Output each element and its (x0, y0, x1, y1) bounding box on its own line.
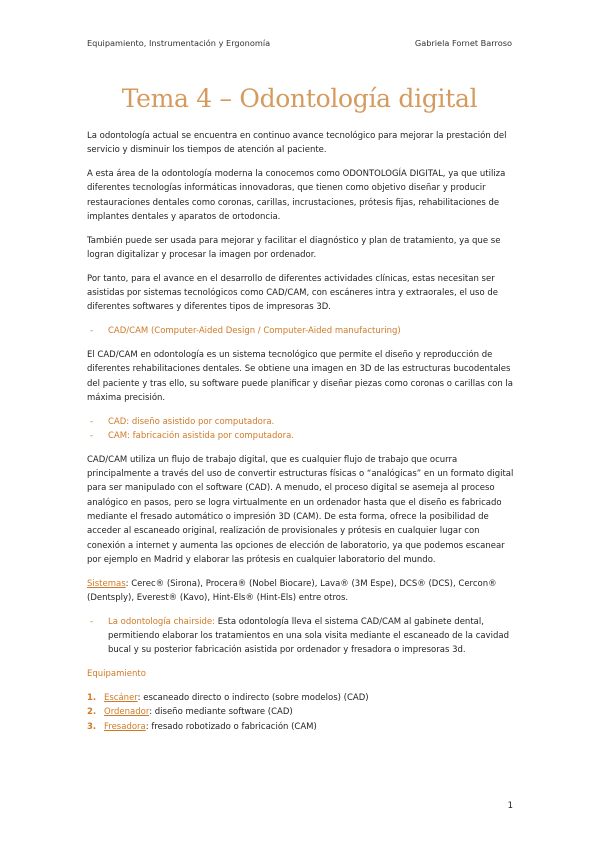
equipment-desc: : diseño mediante software (CAD) (149, 707, 293, 718)
equipment-number: 3. (87, 721, 97, 732)
bullet-cadcam-text: CAD/CAM (Computer-Aided Design / Computer-Aided manufacturing) (108, 326, 401, 337)
bullet-marker: - (90, 326, 94, 337)
paragraph-intro: La odontología actual se encuentra en continuo avance tecnológico para mejorar la prestación del servicio y disminuir los tiempos de atención al paciente. (87, 131, 507, 156)
paragraph-systems-overview: Por tanto, para el avance en el desarrollo de diferentes actividades clínicas, estas necesitan ser asistidas por sistemas tecnológicos como CAD/CAM, con escáneres intra y extraorales, el uso de diferentes softwares y diferentes tipos de impresoras 3D. (87, 273, 499, 313)
bullet-chairside-text (108, 615, 519, 658)
equipment-heading: Equipamiento (87, 669, 146, 680)
chairside-label: La odontología chairside: (108, 616, 215, 627)
equipment-desc: : fresado robotizado o fabricación (CAM) (145, 721, 317, 732)
document-body (87, 129, 519, 734)
equipment-text (104, 705, 293, 719)
bullet-cam (87, 429, 519, 443)
equipment-text (104, 691, 369, 705)
systems-label: Sistemas (87, 578, 126, 589)
bullet-cadcam (87, 324, 519, 338)
chairside-description: Esta odontología lleva el sistema CAD/CAM al gabinete dental, permitiendo elaborar los tratamientos en una sola visita mediante el escaneado de la cavidad bucal y su posterior fabricación asistida por ordenador y fresadora o impresoras 3d. (108, 616, 509, 656)
bullet-cad-text: CAD: diseño asistido por computadora. (108, 416, 275, 427)
bullet-chairside (87, 615, 519, 658)
header-course: Equipamiento, Instrumentación y Ergonomía (87, 38, 271, 48)
equipment-term: Fresadora (104, 721, 146, 732)
paragraph-diagnosis: También puede ser usada para mejorar y facilitar el diagnóstico y plan de tratamiento, ya que se logran digitalizar y procesar la imagen por ordenador. (87, 235, 501, 261)
bullet-cam-text: CAM: fabricación asistida por computadora. (108, 431, 295, 442)
bullet-cad (87, 415, 519, 429)
systems-text: : Cerec® (Sirona), Procera® (Nobel Biocare), Lava® (3M Espe), DCS® (DCS), Cercon® (Dentsply), Everest® (Kavo), Hint-Els® (Hint-Els) entre otros. (87, 578, 497, 604)
equipment-desc: : escaneado directo o indirecto (sobre modelos) (CAD) (137, 693, 369, 703)
paragraph-definition: A esta área de la odontología moderna la conocemos como ODONTOLOGÍA DIGITAL, ya que utiliza diferentes tecnologías informáticas innovadoras, que tienen como objetivo diseñar y producir restauraciones dentales como coronas, carillas, incrustaciones, prótesis fijas, rehabilitaciones de implantes dentales y aparatos de ortodoncia. (87, 169, 506, 222)
page-number: 1 (507, 801, 513, 811)
paragraph-cadcam-explained: El CAD/CAM en odontología es un sistema tecnológico que permite el diseño y reproducción de diferentes rehabilitaciones dentales. Se obtiene una imagen en 3D de las estructuras bucodentales del paciente y tras ello, su software puede planificar y diseñar piezas como coronas o carillas con la máxima precisión. (87, 350, 514, 403)
header-author: Gabriela Fornet Barroso (414, 38, 512, 48)
equipment-number: 1. (87, 693, 97, 703)
bullet-marker: - (90, 431, 94, 442)
equipment-item (87, 691, 519, 705)
equipment-item (87, 705, 519, 719)
page-title: Tema 4 – Odontología digital (121, 84, 478, 113)
equipment-text (104, 720, 317, 734)
equipment-item (87, 720, 519, 734)
equipment-term: Escáner (104, 693, 138, 703)
bullet-marker: - (90, 616, 94, 627)
equipment-term: Ordenador (104, 707, 150, 718)
paragraph-workflow: CAD/CAM utiliza un flujo de trabajo digital, que es cualquier flujo de trabajo que ocurra principalmente a través del uso de convertir estructuras físicas o “analógicas” en un formato digital para ser manipulado con el software (CAD). A menudo, el proceso digital se asemeja al proceso analógico en pasos, pero se logra virtualmente en un ordenador hasta que el diseño es fabricado mediante el fresado automático o impresión 3D (CAM). De esta forma, ofrece la posibilidad de acceder al escaneado original, realización de provisionales y prótesis en cualquier lugar con conexión a internet y aumenta las opciones de elección de laboratorio, ya que podemos escanear por ejemplo en Madrid y elaborar las prótesis en cualquier laboratorio del mundo. (87, 454, 514, 565)
bullet-marker: - (90, 416, 94, 427)
paragraph-systems (87, 577, 519, 606)
equipment-number: 2. (87, 707, 97, 718)
